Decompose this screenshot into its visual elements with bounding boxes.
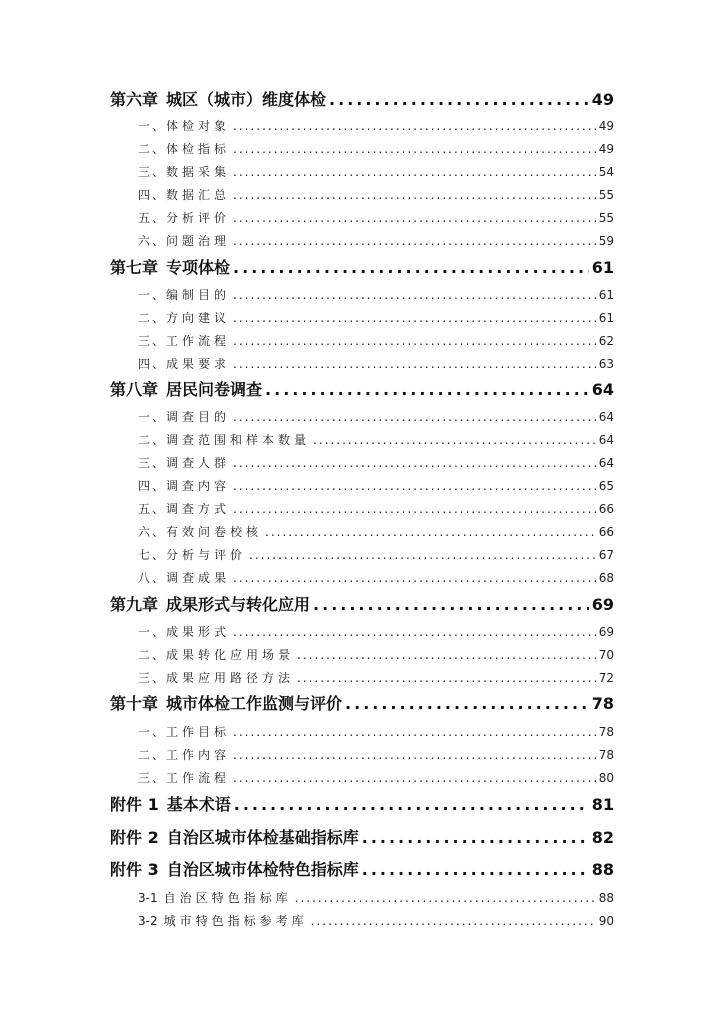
- toc-entry-number: 附件 3: [110, 860, 159, 879]
- toc-page-number: 49: [598, 119, 614, 133]
- toc-page-number: 61: [598, 288, 614, 302]
- toc-entry-title: 调查目的: [166, 410, 231, 424]
- toc-entry-title: 成果要求: [166, 357, 231, 371]
- toc-page-number: 72: [598, 671, 614, 685]
- toc-page-number: 81: [591, 795, 614, 814]
- toc-dot-leader: [233, 232, 596, 250]
- toc-dot-leader: [313, 431, 596, 449]
- toc-entry-section[interactable]: [138, 646, 614, 664]
- toc-entry-section[interactable]: [138, 669, 614, 687]
- toc-dot-leader: [233, 769, 596, 787]
- toc-dot-leader: [233, 163, 596, 181]
- toc-entry-chapter[interactable]: [110, 826, 614, 850]
- toc-entry-subsection[interactable]: [138, 912, 614, 930]
- toc-entry-section[interactable]: [138, 746, 614, 764]
- toc-entry-number: 一、: [138, 625, 167, 639]
- toc-entry-title: 方向建议: [166, 311, 231, 325]
- toc-entry-title: 调查人群: [166, 456, 231, 470]
- toc-dot-leader: [233, 332, 596, 350]
- toc-dot-leader: [233, 117, 596, 135]
- toc-entry-title: 调查成果: [166, 571, 231, 585]
- toc-page-number: 63: [598, 357, 614, 371]
- toc-page-number: 49: [598, 142, 614, 156]
- toc-entry-number: 六、: [138, 234, 167, 248]
- toc-dot-leader: [233, 746, 596, 764]
- toc-page-number: 64: [598, 410, 614, 424]
- toc-entry-title: 成果转化应用场景: [166, 648, 295, 662]
- toc-entry-title: 自治区城市体检基础指标库: [166, 828, 359, 847]
- toc-entry-title: 成果形式与转化应用: [166, 595, 311, 614]
- toc-entry-title: 数据汇总: [166, 188, 231, 202]
- toc-entry-section[interactable]: [138, 569, 614, 587]
- toc-dot-leader: [313, 593, 589, 617]
- toc-entry-section[interactable]: [138, 723, 614, 741]
- toc-entry-title: 自治区城市体检特色指标库: [166, 860, 359, 879]
- toc-entry-number: 四、: [138, 357, 167, 371]
- toc-entry-number: 六、: [138, 525, 167, 539]
- toc-entry-section[interactable]: [138, 408, 614, 426]
- toc-page-number: 55: [598, 211, 614, 225]
- toc-entry-number: 二、: [138, 142, 167, 156]
- toc-entry-section[interactable]: [138, 523, 614, 541]
- toc-entry-number: 一、: [138, 119, 167, 133]
- toc-page-number: 82: [591, 828, 614, 847]
- toc-dot-leader: [362, 858, 589, 882]
- toc-entry-section[interactable]: [138, 477, 614, 495]
- toc-entry-number: 三、: [138, 334, 167, 348]
- toc-dot-leader: [233, 623, 596, 641]
- toc-entry-number: 三、: [138, 671, 167, 685]
- toc-entry-number: 一、: [138, 410, 167, 424]
- toc-entry-section[interactable]: [138, 623, 614, 641]
- toc-dot-leader: [311, 912, 596, 930]
- toc-entry-title: 成果应用路径方法: [166, 671, 295, 685]
- toc-entry-number: 3-1: [138, 891, 158, 905]
- toc-entry-title: 工作流程: [166, 771, 231, 785]
- toc-entry-number: 三、: [138, 771, 167, 785]
- toc-entry-title: 分析与评价: [166, 548, 247, 562]
- toc-entry-number: 四、: [138, 479, 167, 493]
- toc-dot-leader: [345, 692, 589, 716]
- toc-entry-number: 附件 2: [110, 828, 159, 847]
- toc-entry-title: 编制目的: [166, 288, 231, 302]
- toc-entry-title: 工作流程: [166, 334, 231, 348]
- toc-entry-section[interactable]: [138, 209, 614, 227]
- toc-dot-leader: [233, 309, 596, 327]
- toc-dot-leader: [234, 793, 589, 817]
- toc-entry-section[interactable]: [138, 186, 614, 204]
- toc-entry-number: 第十章: [110, 694, 159, 713]
- toc-dot-leader: [297, 646, 596, 664]
- toc-entry-section[interactable]: [138, 309, 614, 327]
- toc-entry-title: 自治区特色指标库: [163, 891, 292, 905]
- toc-dot-leader: [233, 186, 596, 204]
- toc-dot-leader: [233, 140, 596, 158]
- toc-entry-section[interactable]: [138, 431, 614, 449]
- toc-dot-leader: [233, 454, 596, 472]
- toc-dot-leader: [233, 569, 596, 587]
- toc-entry-number: 第九章: [110, 595, 159, 614]
- toc-entry-chapter[interactable]: [110, 378, 614, 402]
- toc-entry-section[interactable]: [138, 500, 614, 518]
- toc-dot-leader: [233, 355, 596, 373]
- toc-entry-number: 第七章: [110, 258, 159, 277]
- toc-page-number: 78: [591, 694, 614, 713]
- toc-page-number: 67: [598, 548, 614, 562]
- toc-entry-number: 第六章: [110, 90, 159, 109]
- toc-dot-leader: [362, 826, 589, 850]
- toc-entry-number: 五、: [138, 502, 167, 516]
- toc-entry-title: 居民问卷调查: [166, 380, 263, 399]
- toc-page-number: 55: [598, 188, 614, 202]
- toc-dot-leader: [265, 378, 589, 402]
- toc-page-number: 64: [591, 380, 614, 399]
- toc-entry-section[interactable]: [138, 332, 614, 350]
- toc-page-number: 64: [598, 433, 614, 447]
- toc-entry-chapter[interactable]: [110, 793, 614, 817]
- toc-dot-leader: [329, 88, 589, 112]
- toc-dot-leader: [233, 256, 589, 280]
- toc-page-number: 59: [598, 234, 614, 248]
- toc-entry-section[interactable]: [138, 163, 614, 181]
- toc-page-number: 88: [591, 860, 614, 879]
- toc-dot-leader: [265, 523, 596, 541]
- toc-entry-number: 一、: [138, 725, 167, 739]
- toc-entry-chapter[interactable]: [110, 858, 614, 882]
- toc-entry-chapter[interactable]: [110, 593, 614, 617]
- toc-entry-number: 三、: [138, 165, 167, 179]
- toc-page-number: 69: [591, 595, 614, 614]
- toc-page-number: 54: [598, 165, 614, 179]
- toc-page-number: 80: [598, 771, 614, 785]
- toc-entry-section[interactable]: [138, 769, 614, 787]
- toc-entry-title: 分析评价: [166, 211, 231, 225]
- toc-entry-title: 体检对象: [166, 119, 231, 133]
- toc-dot-leader: [233, 500, 596, 518]
- toc-page-number: 78: [598, 725, 614, 739]
- toc-entry-title: 成果形式: [166, 625, 231, 639]
- toc-page-number: 65: [598, 479, 614, 493]
- toc-entry-number: 一、: [138, 288, 167, 302]
- toc-dot-leader: [297, 669, 596, 687]
- toc-entry-title: 基本术语: [166, 795, 231, 814]
- toc-entry-number: 二、: [138, 311, 167, 325]
- toc-entry-chapter[interactable]: [110, 256, 614, 280]
- toc-page-number: 61: [591, 258, 614, 277]
- toc-page-number: 69: [598, 625, 614, 639]
- toc-entry-number: 第八章: [110, 380, 159, 399]
- toc-dot-leader: [233, 477, 596, 495]
- toc-entry-title: 调查范围和样本数量: [166, 433, 311, 447]
- toc-page-number: 78: [598, 748, 614, 762]
- toc-page-number: 66: [598, 502, 614, 516]
- toc-entry-title: 城区（城市）维度体检: [166, 90, 327, 109]
- toc-page-number: 61: [598, 311, 614, 325]
- toc-dot-leader: [233, 286, 596, 304]
- toc-entry-chapter[interactable]: [110, 692, 614, 716]
- toc-page-number: 68: [598, 571, 614, 585]
- toc-page-number: 64: [598, 456, 614, 470]
- toc-entry-section[interactable]: [138, 117, 614, 135]
- toc-entry-title: 数据采集: [166, 165, 231, 179]
- toc-entry-title: 有效问卷校核: [166, 525, 263, 539]
- toc-dot-leader: [249, 546, 596, 564]
- toc-entry-title: 工作内容: [166, 748, 231, 762]
- toc-dot-leader: [295, 889, 596, 907]
- toc-entry-number: 3-2: [138, 914, 158, 928]
- toc-entry-number: 二、: [138, 748, 167, 762]
- toc-entry-section[interactable]: [138, 286, 614, 304]
- toc-entry-number: 五、: [138, 211, 167, 225]
- toc-page-number: 90: [598, 914, 614, 928]
- toc-entry-section[interactable]: [138, 140, 614, 158]
- toc-entry-section[interactable]: [138, 546, 614, 564]
- toc-entry-title: 城市特色指标参考库: [163, 914, 308, 928]
- toc-page-number: 66: [598, 525, 614, 539]
- toc-dot-leader: [233, 408, 596, 426]
- toc-entry-title: 体检指标: [166, 142, 231, 156]
- toc-dot-leader: [233, 723, 596, 741]
- toc-entry-title: 调查方式: [166, 502, 231, 516]
- toc-entry-title: 专项体检: [166, 258, 231, 277]
- toc-page-number: 62: [598, 334, 614, 348]
- toc-page-number: 49: [591, 90, 614, 109]
- toc-entry-title: 问题治理: [166, 234, 231, 248]
- toc-entry-section[interactable]: [138, 355, 614, 373]
- toc-entry-title: 调查内容: [166, 479, 231, 493]
- toc-entry-title: 工作目标: [166, 725, 231, 739]
- toc-page-number: 70: [598, 648, 614, 662]
- toc-entry-number: 二、: [138, 648, 167, 662]
- toc-entry-section[interactable]: [138, 454, 614, 472]
- toc-entry-section[interactable]: [138, 232, 614, 250]
- toc-entry-number: 七、: [138, 548, 167, 562]
- toc-page-number: 88: [598, 891, 614, 905]
- toc-entry-chapter[interactable]: [110, 88, 614, 112]
- toc-entry-number: 四、: [138, 188, 167, 202]
- toc-entry-subsection[interactable]: [138, 889, 614, 907]
- toc-entry-number: 二、: [138, 433, 167, 447]
- toc-entry-number: 八、: [138, 571, 167, 585]
- toc-entry-number: 附件 1: [110, 795, 159, 814]
- toc-dot-leader: [233, 209, 596, 227]
- toc-entry-number: 三、: [138, 456, 167, 470]
- toc-entry-title: 城市体检工作监测与评价: [166, 694, 343, 713]
